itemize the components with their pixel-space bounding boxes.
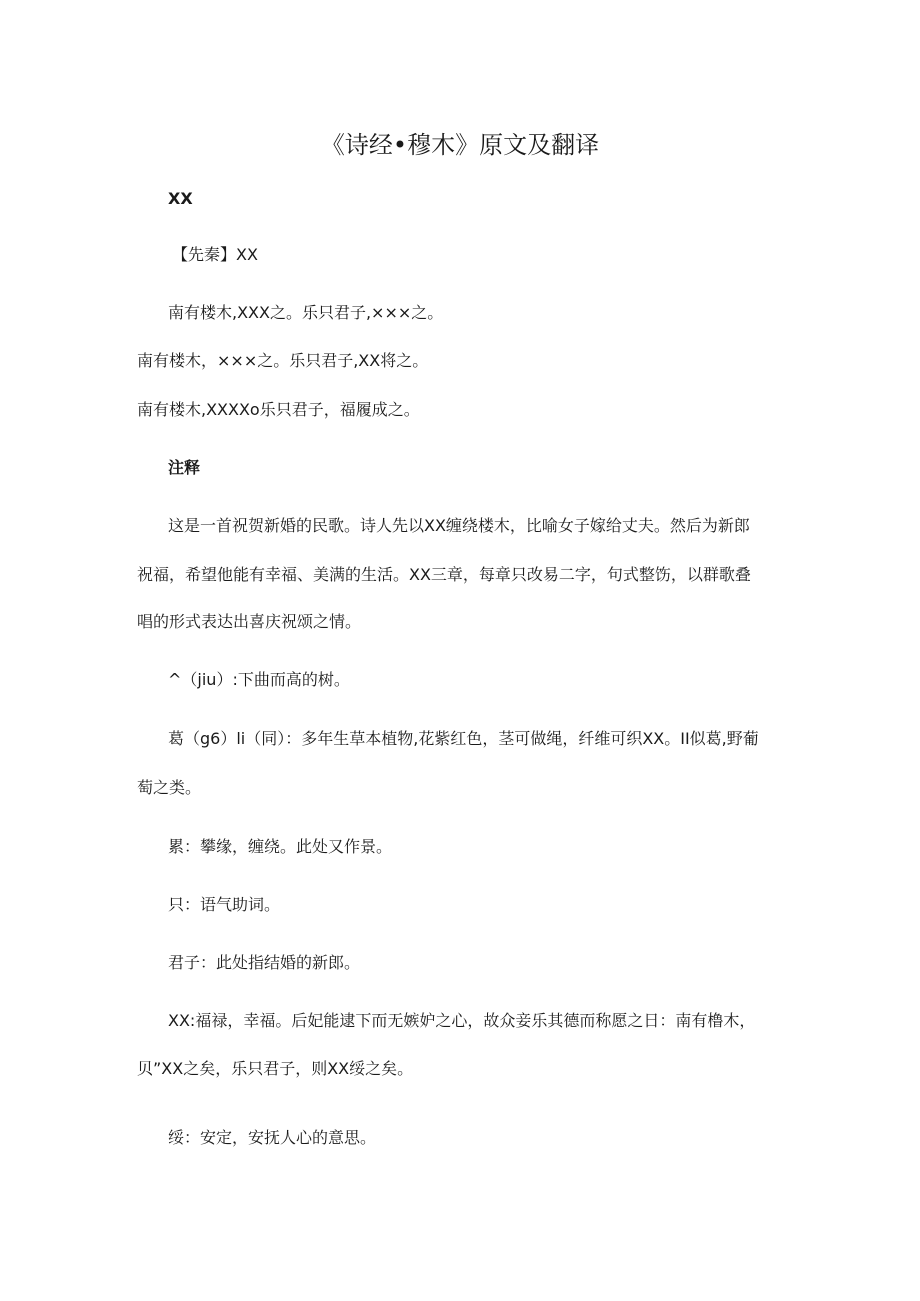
dynasty-line: 【先秦】XX xyxy=(172,245,258,264)
note-line: 葛（g6）li（同）：多年生草本植物,花紫红色，茎可做绳，纤维可织XX。II似葛,野葡 xyxy=(168,729,759,748)
note-line: 绥：安定，安抚人心的意思。 xyxy=(168,1128,377,1147)
note-line: 祝福，希望他能有幸福、美满的生活。XX三章，每章只改易二字，句式整饬，以群歌叠 xyxy=(137,565,751,584)
note-line: 唱的形式表达出喜庆祝颂之情。 xyxy=(137,612,362,631)
author-line: XX xyxy=(168,189,193,208)
note-line: 贝”XX之矣，乐只君子，则XX绥之矣。 xyxy=(137,1059,414,1078)
note-line: 君子：此处指结婚的新郎。 xyxy=(168,953,361,972)
poem-line: 南有楼木,XXX之。乐只君子,×××之。 xyxy=(168,303,444,322)
note-line: 萄之类。 xyxy=(137,778,202,797)
note-line: 只：语气助词。 xyxy=(168,895,281,914)
note-line: ^（jiu）:下曲而高的树。 xyxy=(168,670,350,689)
note-line: 这是一首祝贺新婚的民歌。诗人先以XX缠绕楼木，比喻女子嫁给丈夫。然后为新郎 xyxy=(168,516,750,535)
notes-heading: 注释 xyxy=(168,458,201,477)
document-title: 《诗经•穆木》原文及翻译 xyxy=(320,131,600,159)
note-line: XX:福禄，幸福。后妃能逮下而无嫉妒之心，故众妾乐其德而称愿之日：南有橹木， xyxy=(168,1011,756,1030)
poem-line: 南有楼木，×××之。乐只君子,XX将之。 xyxy=(137,351,429,370)
note-line: 累：攀缘，缠绕。此处又作景。 xyxy=(168,837,393,856)
poem-line: 南有楼木,XXXXo乐只君子，福履成之。 xyxy=(137,400,420,419)
